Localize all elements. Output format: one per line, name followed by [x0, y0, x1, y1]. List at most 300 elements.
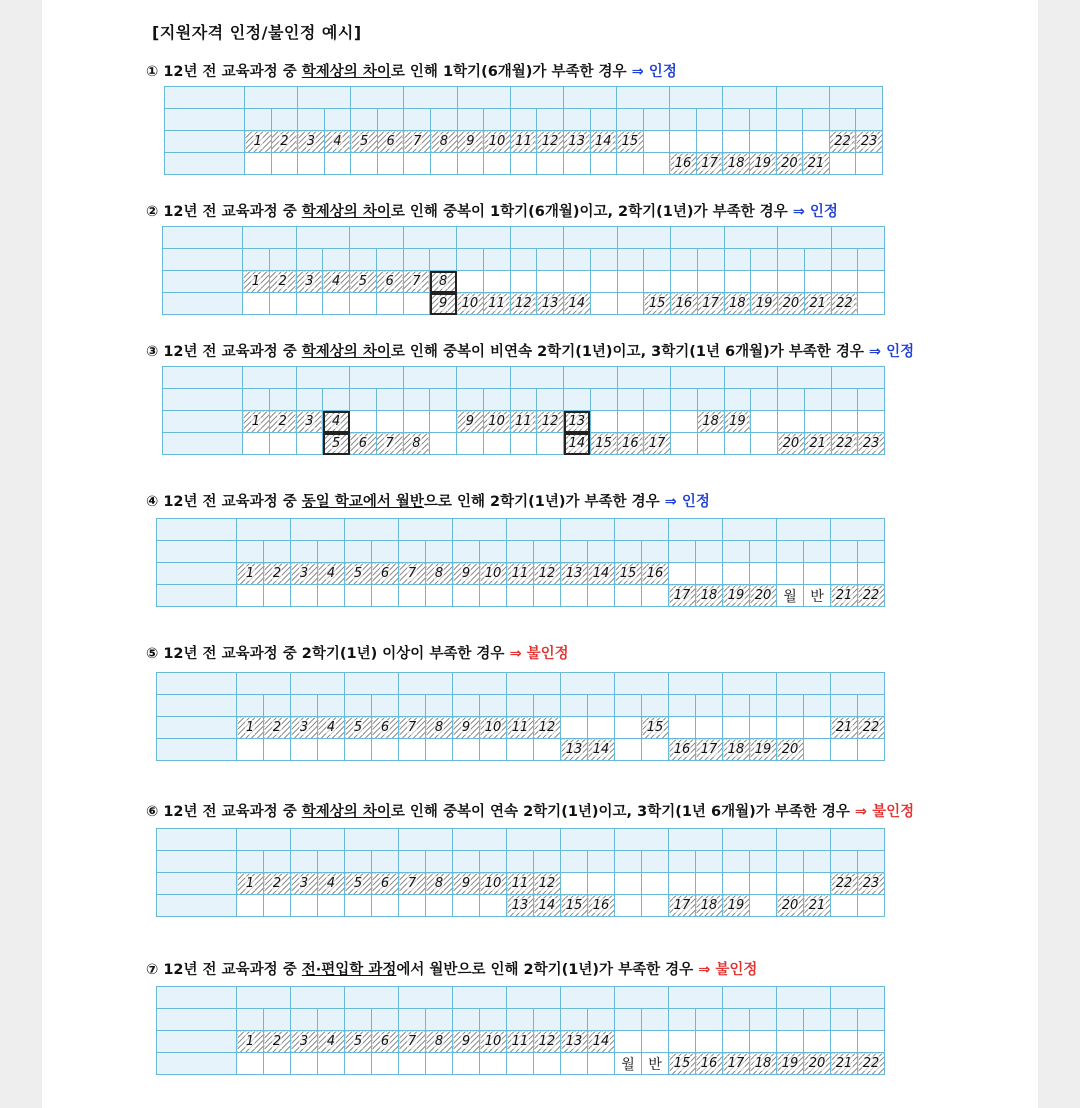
grade-cell	[507, 987, 561, 1009]
semester-cell	[858, 541, 885, 563]
semester-count-cell	[534, 1031, 561, 1053]
semester-count: 22	[862, 720, 880, 735]
semester-count-cell	[588, 739, 615, 761]
semester-count: 14	[568, 436, 586, 451]
semester-count: 21	[835, 1056, 853, 1071]
semester-count: 3	[299, 1034, 309, 1049]
semester-count-cell	[534, 717, 561, 739]
empty-cell	[858, 739, 885, 761]
semester-count: 17	[673, 898, 691, 913]
semester-count-cell	[561, 1031, 588, 1053]
empty-cell	[318, 1053, 345, 1075]
empty-cell	[644, 271, 671, 293]
grade-cell	[510, 87, 563, 109]
grade-cell	[507, 673, 561, 695]
semester-count: 20	[781, 742, 799, 757]
empty-cell	[318, 739, 345, 761]
grade-cell	[829, 87, 882, 109]
empty-cell	[291, 1053, 318, 1075]
foreign-school-label	[163, 293, 243, 315]
grade-cell	[563, 87, 616, 109]
semester-count: 5	[353, 1034, 363, 1049]
semester-count-cell	[644, 293, 671, 315]
semester-count-cell	[537, 411, 564, 433]
semester-count: 19	[727, 898, 745, 913]
grade-cell	[564, 227, 618, 249]
semester-cell	[777, 541, 804, 563]
semester-count: 22	[834, 134, 851, 149]
grade-cell	[669, 829, 723, 851]
empty-cell	[431, 153, 458, 175]
verdict-text: ⇒ 인정	[868, 344, 915, 360]
semester-cell	[484, 109, 511, 131]
semester-cell	[590, 389, 617, 411]
semester-count: 18	[729, 296, 746, 311]
foreign-school-row	[157, 739, 885, 761]
semester-count-cell	[723, 585, 750, 607]
grade-cell	[724, 227, 778, 249]
grade-cell	[507, 829, 561, 851]
semester-count-cell	[483, 411, 510, 433]
empty-cell	[671, 433, 698, 455]
semester-count: 1	[245, 720, 255, 735]
semester-cell	[723, 541, 750, 563]
grade-cell	[296, 227, 350, 249]
semester-count: 11	[511, 566, 529, 581]
domestic-school-row	[163, 411, 885, 433]
semester-count-cell	[264, 717, 291, 739]
semester-count: 6	[358, 436, 368, 451]
semester-count: 8	[434, 1034, 444, 1049]
empty-cell	[245, 153, 272, 175]
empty-cell	[296, 433, 323, 455]
empty-cell	[453, 895, 480, 917]
semester-count: 9	[461, 720, 471, 735]
semester-count-cell	[480, 1031, 507, 1053]
semester-count-cell	[350, 271, 377, 293]
semester-count: 9	[461, 1034, 471, 1049]
semester-cell	[671, 249, 698, 271]
semester-count: 6	[386, 134, 395, 149]
semester-count: 15	[595, 436, 612, 451]
document-page	[42, 0, 1038, 1108]
semester-cell	[457, 249, 484, 271]
semester-cell	[724, 249, 751, 271]
semester-cell	[350, 389, 377, 411]
semester-cell	[480, 851, 507, 873]
semester-count: 18	[727, 156, 745, 171]
semester-count: 7	[407, 566, 417, 581]
empty-cell	[669, 1031, 696, 1053]
empty-cell	[642, 873, 669, 895]
empty-cell	[831, 563, 858, 585]
grade-cell	[345, 673, 399, 695]
semester-count-cell	[644, 433, 671, 455]
empty-cell	[376, 411, 403, 433]
domestic-school-row	[165, 131, 883, 153]
foreign-school-label	[165, 153, 245, 175]
semester-count: 14	[592, 1034, 610, 1049]
semester-count-cell	[804, 433, 831, 455]
empty-cell	[350, 411, 377, 433]
semester-count-cell	[590, 131, 617, 153]
semester-cell	[858, 249, 885, 271]
grade-cell	[457, 367, 511, 389]
semester-count: 20	[782, 296, 800, 311]
semester-count-cell	[237, 717, 264, 739]
semester-count-cell	[696, 739, 723, 761]
semester-count-cell	[291, 563, 318, 585]
semester-count: 17	[700, 742, 718, 757]
semester-count: 5	[353, 876, 363, 891]
semester-count-cell	[430, 293, 457, 315]
empty-cell	[457, 153, 484, 175]
semester-count-cell	[590, 433, 617, 455]
semester-cell	[644, 389, 671, 411]
heading-segment: 전·편입학 과정	[301, 962, 397, 978]
semester-count-cell	[480, 873, 507, 895]
empty-cell	[243, 433, 270, 455]
heading-segment: 으로 인해 2학기(1년)가 부족한 경우	[423, 494, 665, 510]
semester-count: 6	[380, 876, 390, 891]
semester-cell	[372, 851, 399, 873]
empty-cell	[858, 411, 885, 433]
empty-cell	[453, 1053, 480, 1075]
empty-cell	[534, 585, 561, 607]
semester-cell	[829, 109, 856, 131]
empty-cell	[751, 271, 778, 293]
heading-segment: ⑤ 12년 전 교육과정 중 2학기(1년) 이상이 부족한 경우	[146, 646, 510, 662]
empty-cell	[804, 563, 831, 585]
semester-count: 12	[538, 876, 556, 891]
domestic-school-label	[157, 1031, 237, 1053]
foreign-school-row	[165, 153, 883, 175]
empty-cell	[296, 293, 323, 315]
grade-label	[157, 673, 237, 695]
empty-cell	[480, 1053, 507, 1075]
semester-cell	[617, 249, 644, 271]
grade-cell	[564, 367, 618, 389]
empty-cell	[453, 585, 480, 607]
empty-cell	[671, 411, 698, 433]
semester-cell	[318, 851, 345, 873]
semester-count: 23	[862, 436, 880, 451]
semester-count: 7	[413, 134, 422, 149]
empty-cell	[617, 411, 644, 433]
semester-cell	[804, 541, 831, 563]
semester-count-cell	[453, 717, 480, 739]
foreign-school-label	[157, 895, 237, 917]
semester-cell	[510, 109, 537, 131]
empty-cell	[858, 563, 885, 585]
empty-cell	[723, 717, 750, 739]
grade-label	[157, 987, 237, 1009]
semester-count-cell	[588, 895, 615, 917]
empty-cell	[643, 153, 670, 175]
empty-cell	[588, 873, 615, 895]
semester-count: 4	[331, 274, 341, 289]
semester-count-cell	[453, 563, 480, 585]
domestic-school-label	[165, 131, 245, 153]
empty-cell	[345, 895, 372, 917]
semester-count: 20	[781, 156, 798, 171]
empty-cell	[590, 293, 617, 315]
semester-count: 21	[809, 296, 826, 311]
empty-cell	[697, 271, 724, 293]
domestic-school-row	[163, 271, 885, 293]
semester-cell	[750, 695, 777, 717]
semester-count: 21	[807, 156, 825, 171]
semester-count-cell	[564, 293, 591, 315]
semester-cell	[777, 1009, 804, 1031]
semester-count-cell	[510, 131, 537, 153]
semester-count-cell	[453, 1031, 480, 1053]
semester-label	[157, 851, 237, 873]
verdict-text: ⇒ 인정	[631, 64, 677, 80]
grade-cell	[237, 987, 291, 1009]
semester-count: 2	[272, 1034, 282, 1049]
empty-cell	[399, 895, 426, 917]
semester-cell	[615, 851, 642, 873]
grade-cell	[669, 519, 723, 541]
semester-cell	[237, 695, 264, 717]
empty-cell	[561, 1053, 588, 1075]
semester-count: 14	[592, 566, 610, 581]
semester-count: 7	[412, 274, 421, 289]
semester-cell	[858, 851, 885, 873]
skip-cell: 반	[642, 1053, 669, 1075]
grade-cell	[670, 87, 723, 109]
grade-cell	[723, 829, 777, 851]
empty-cell	[507, 585, 534, 607]
domestic-school-row	[157, 873, 885, 895]
semester-cell	[858, 389, 885, 411]
semester-count-cell	[403, 433, 430, 455]
empty-cell	[588, 585, 615, 607]
semester-cell	[426, 851, 453, 873]
empty-cell	[750, 563, 777, 585]
semester-cell	[669, 1009, 696, 1031]
foreign-school-label	[157, 585, 237, 607]
semester-count-cell	[696, 153, 723, 175]
semester-count-cell	[858, 1053, 885, 1075]
semester-row	[157, 695, 885, 717]
grade-label	[163, 367, 243, 389]
empty-cell	[669, 717, 696, 739]
semester-cell	[723, 695, 750, 717]
empty-cell	[696, 563, 723, 585]
skip-cell: 월	[777, 585, 804, 607]
empty-cell	[777, 1031, 804, 1053]
semester-count-cell	[507, 1031, 534, 1053]
semester-count-cell	[617, 131, 644, 153]
empty-cell	[750, 895, 777, 917]
semester-cell	[296, 389, 323, 411]
semester-count: 8	[434, 566, 444, 581]
empty-cell	[264, 1053, 291, 1075]
semester-count-cell	[269, 271, 296, 293]
semester-count-cell	[534, 895, 561, 917]
semester-cell	[696, 1009, 723, 1031]
semester-count: 2	[278, 414, 287, 429]
semester-cell	[831, 851, 858, 873]
semester-cell	[723, 851, 750, 873]
foreign-school-row	[157, 895, 885, 917]
semester-count-cell	[237, 1031, 264, 1053]
semester-cell	[271, 109, 298, 131]
semester-label	[157, 695, 237, 717]
semester-count-cell	[537, 131, 564, 153]
semester-count: 9	[438, 296, 448, 311]
grade-cell	[561, 987, 615, 1009]
grade-cell	[671, 367, 725, 389]
empty-cell	[430, 411, 457, 433]
semester-count-cell	[564, 433, 591, 455]
semester-count-cell	[237, 873, 264, 895]
semester-count: 22	[862, 588, 880, 603]
grade-cell	[561, 519, 615, 541]
domestic-school-label	[157, 563, 237, 585]
empty-cell	[480, 739, 507, 761]
semester-count: 11	[511, 876, 529, 891]
empty-cell	[430, 433, 457, 455]
semester-count-cell	[537, 293, 564, 315]
semester-cell	[403, 389, 430, 411]
empty-cell	[856, 153, 883, 175]
empty-cell	[669, 873, 696, 895]
empty-cell	[537, 153, 564, 175]
semester-cell	[507, 695, 534, 717]
empty-cell	[372, 895, 399, 917]
semester-count-cell	[350, 433, 377, 455]
semester-cell	[291, 541, 318, 563]
grade-cell	[243, 367, 297, 389]
semester-count-cell	[484, 131, 511, 153]
semester-count: 18	[727, 742, 745, 757]
semester-cell	[858, 1009, 885, 1031]
semester-cell	[856, 109, 883, 131]
empty-cell	[534, 1053, 561, 1075]
semester-cell	[564, 389, 591, 411]
empty-cell	[426, 585, 453, 607]
semester-count: 15	[565, 898, 583, 913]
semester-count-cell	[507, 895, 534, 917]
semester-cell	[858, 695, 885, 717]
semester-count: 2	[278, 274, 287, 289]
empty-cell	[510, 433, 537, 455]
semester-count-cell	[696, 1053, 723, 1075]
semester-count: 8	[438, 274, 448, 289]
semester-cell	[670, 109, 697, 131]
semester-row	[163, 249, 885, 271]
semester-count: 10	[484, 1034, 502, 1049]
semester-count: 19	[754, 156, 772, 171]
semester-cell	[399, 541, 426, 563]
semester-count-cell	[264, 873, 291, 895]
empty-cell	[777, 717, 804, 739]
semester-count: 4	[326, 1034, 336, 1049]
semester-count-cell	[617, 433, 644, 455]
empty-cell	[831, 411, 858, 433]
semester-cell	[507, 541, 534, 563]
skip-cell: 월	[615, 1053, 642, 1075]
semester-count: 17	[701, 156, 718, 171]
semester-count: 11	[488, 296, 505, 311]
foreign-school-label	[157, 1053, 237, 1075]
semester-count: 4	[326, 566, 336, 581]
empty-cell	[453, 739, 480, 761]
semester-count-cell	[245, 131, 272, 153]
semester-cell	[615, 1009, 642, 1031]
semester-count-cell	[399, 717, 426, 739]
semester-label	[163, 389, 243, 411]
empty-cell	[671, 271, 698, 293]
grade-cell	[345, 519, 399, 541]
semester-count-cell	[264, 1031, 291, 1053]
empty-cell	[426, 1053, 453, 1075]
domestic-school-row	[157, 563, 885, 585]
semester-count-cell	[399, 873, 426, 895]
grade-cell	[831, 367, 885, 389]
semester-count: 9	[461, 566, 471, 581]
grade-cell	[453, 829, 507, 851]
semester-count-cell	[345, 563, 372, 585]
semester-count-cell	[723, 739, 750, 761]
semester-count: 1	[253, 134, 262, 149]
grade-cell	[399, 673, 453, 695]
semester-count: 12	[541, 134, 559, 149]
empty-cell	[561, 873, 588, 895]
semester-count-cell	[561, 895, 588, 917]
semester-count: 19	[727, 588, 745, 603]
semester-count-cell	[237, 563, 264, 585]
verdict-text: ⇒ 불인정	[854, 804, 915, 820]
empty-cell	[537, 271, 564, 293]
semester-cell	[696, 851, 723, 873]
semester-count-cell	[480, 717, 507, 739]
semester-count-cell	[323, 433, 350, 455]
empty-cell	[697, 433, 724, 455]
semester-table-7	[156, 986, 885, 1075]
semester-count: 13	[565, 742, 583, 757]
empty-cell	[345, 585, 372, 607]
semester-cell	[804, 249, 831, 271]
semester-cell	[457, 389, 484, 411]
grade-cell	[561, 829, 615, 851]
semester-count: 18	[754, 1056, 772, 1071]
semester-cell	[671, 389, 698, 411]
semester-cell	[750, 541, 777, 563]
semester-count: 16	[674, 156, 692, 171]
grade-cell	[399, 829, 453, 851]
empty-cell	[480, 585, 507, 607]
semester-count-cell	[372, 873, 399, 895]
grade-cell	[453, 519, 507, 541]
semester-count-cell	[534, 563, 561, 585]
semester-cell	[563, 109, 590, 131]
semester-cell	[237, 851, 264, 873]
grade-cell	[507, 519, 561, 541]
semester-count: 16	[592, 898, 610, 913]
semester-cell	[777, 851, 804, 873]
semester-count-cell	[669, 739, 696, 761]
semester-cell	[507, 851, 534, 873]
empty-cell	[642, 895, 669, 917]
semester-count-cell	[615, 563, 642, 585]
empty-cell	[804, 271, 831, 293]
semester-count: 2	[272, 876, 282, 891]
semester-cell	[831, 695, 858, 717]
